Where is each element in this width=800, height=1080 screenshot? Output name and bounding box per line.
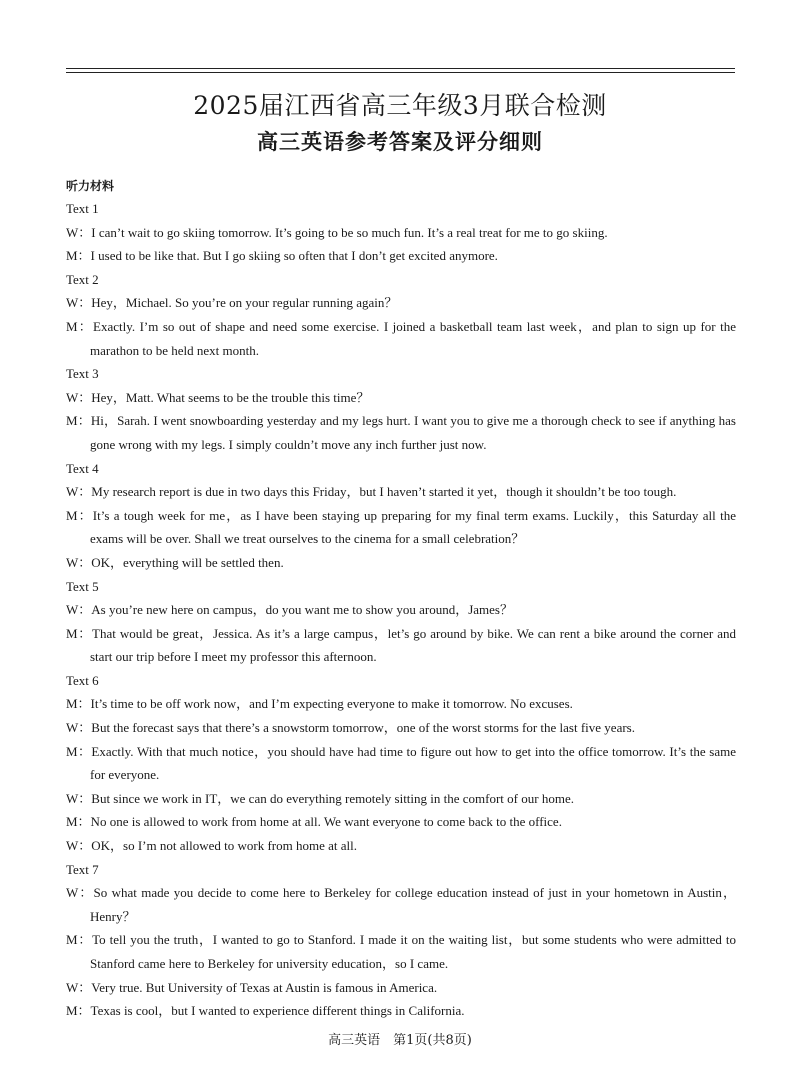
text-label: Text 5 <box>66 578 99 594</box>
dialogue-line: M：Texas is cool，but I wanted to experience different things in California. <box>66 1003 465 1019</box>
text-label: Text 6 <box>66 672 99 688</box>
dialogue-line: W：But since we work in IT，we can do everything remotely sitting in the comfort of our home. <box>66 790 574 806</box>
dialogue-line: M：No one is allowed to work from home at all. We want everyone to come back to the office. <box>66 814 562 830</box>
dialogue-line: W：Hey，Matt. What seems to be the trouble this time？ <box>66 389 370 405</box>
header-rule-secondary <box>66 72 735 73</box>
text-label: Text 1 <box>66 201 99 216</box>
text-label: Text 3 <box>66 366 99 382</box>
dialogue-line: W：OK，so I’m not allowed to work from home at all. <box>66 838 357 854</box>
text-label: Text 2 <box>66 271 99 287</box>
text-label: Text 7 <box>66 861 99 877</box>
dialogue-line: W：As you’re new here on campus，do you want me to show you around，James？ <box>66 602 513 618</box>
dialogue-line: M：To tell you the truth，I wanted to go to Stanford. I made it on the waiting list，but some students who were admitted to Stanford came here to Berkeley for university education，so I came. <box>66 932 736 971</box>
dialogue-line: W：OK，everything will be settled then. <box>66 554 284 570</box>
dialogue-line: M：That would be great，Jessica. As it’s a large campus，let’s go around by bike. We can rent a bike around the corner and start our trip before I meet my professor this afternoon. <box>66 625 736 665</box>
text-label: Text 4 <box>66 460 99 476</box>
dialogue-line: M：Hi，Sarah. I went snowboarding yesterday and my legs hurt. I want you to give me a thorough check to see if anything has gone wrong with my legs. I simply couldn’t move any inch further just now. <box>66 413 736 452</box>
dialogue-line: W：But the forecast says that there’s a snowstorm tomorrow，one of the worst storms for the last five years. <box>66 720 635 736</box>
dialogue-line: W：My research report is due in two days this Friday，but I haven’t started it yet，though it shouldn’t be too tough. <box>66 484 677 500</box>
dialogue-line: W：Very true. But University of Texas at Austin is famous in America. <box>66 979 438 995</box>
dialogue-line: M：Exactly. With that much notice，you should have had time to figure out how to get into the office tomorrow. It’s the same for everyone. <box>66 743 736 783</box>
dialogue-line: W：Hey，Michael. So you’re on your regular running again？ <box>66 295 398 311</box>
header-rule <box>66 68 735 69</box>
listening-transcript <box>66 197 736 1023</box>
dialogue-line: M：It’s a tough week for me，as I have been staying up preparing for my final term exams. Luckily，this Saturday all the exams will be over. Shall we treat ourselves to the cinema for a small celebration？ <box>66 507 736 547</box>
dialogue-line: M：I used to be like that. But I go skiing so often that I don’t get excited anymore. <box>66 248 498 264</box>
page-subtitle: 高三英语参考答案及评分细则 <box>257 130 543 154</box>
page-footer: 高三英语 第1页(共8页) <box>328 1033 472 1048</box>
dialogue-line: M：It’s time to be off work now，and I’m expecting everyone to make it tomorrow. No excuses. <box>66 696 573 712</box>
dialogue-line: M：Exactly. I’m so out of shape and need some exercise. I joined a basketball team last week，and plan to sign up for the marathon to be held next month. <box>66 318 736 358</box>
section-title: 听力材料 <box>66 179 115 193</box>
page-title: 2025届江西省高三年级3月联合检测 <box>193 91 607 120</box>
dialogue-line: W：I can’t wait to go skiing tomorrow. It’s going to be so much fun. It’s a real treat for me to go skiing. <box>66 224 608 240</box>
dialogue-line: W：So what made you decide to come here to Berkeley for college education instead of just in your hometown in Austin，Henry？ <box>66 885 736 924</box>
